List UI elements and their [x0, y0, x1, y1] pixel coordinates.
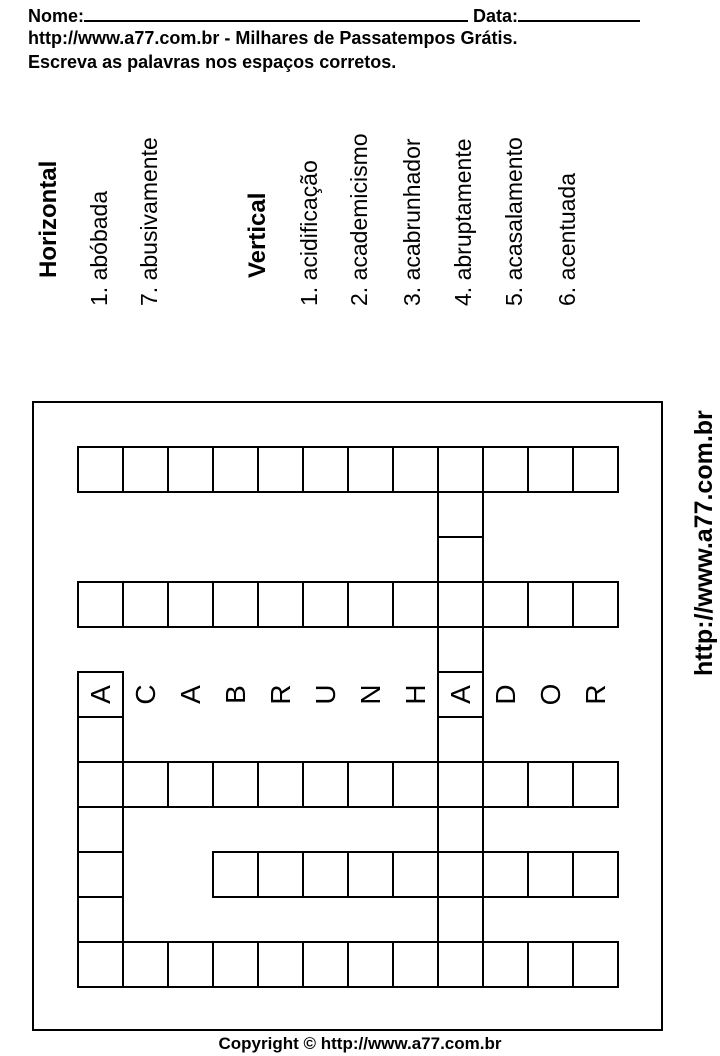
grid-cell[interactable] [302, 446, 349, 493]
vertical-clue: 2. academicismo [346, 133, 372, 306]
grid-cell[interactable] [257, 851, 304, 898]
grid-cell[interactable] [437, 446, 484, 493]
grid-cell[interactable] [302, 941, 349, 988]
grid-cell[interactable] [212, 446, 259, 493]
grid-cell[interactable] [392, 761, 439, 808]
grid-cell[interactable] [482, 761, 529, 808]
grid-cell[interactable] [527, 941, 574, 988]
grid-letter: R [579, 684, 611, 705]
grid-cell[interactable] [527, 851, 574, 898]
grid-cell[interactable] [302, 761, 349, 808]
name-label: Nome: [28, 6, 85, 26]
grid-cell[interactable] [257, 581, 304, 628]
grid-cell[interactable] [437, 581, 484, 628]
grid-letter: B [219, 685, 251, 704]
grid-cell[interactable] [572, 851, 619, 898]
vertical-heading: Vertical [244, 192, 271, 278]
grid-cell[interactable] [392, 851, 439, 898]
grid-cell[interactable] [437, 941, 484, 988]
grid-cell[interactable] [392, 446, 439, 493]
vertical-clue: 3. acabrunhador [399, 138, 425, 306]
grid-letter: R [264, 684, 296, 705]
grid-letter: A [84, 685, 116, 704]
grid-cell[interactable] [437, 851, 484, 898]
grid-cell[interactable] [347, 446, 394, 493]
horizontal-heading: Horizontal [35, 160, 62, 278]
grid-cell[interactable] [527, 446, 574, 493]
grid-cell[interactable] [77, 761, 124, 808]
grid-cell[interactable] [122, 581, 169, 628]
grid-cell[interactable] [482, 581, 529, 628]
grid-cell[interactable] [482, 941, 529, 988]
grid-cell[interactable] [347, 851, 394, 898]
grid-cell[interactable] [437, 626, 484, 673]
grid-cell[interactable] [302, 851, 349, 898]
grid-cell[interactable] [167, 941, 214, 988]
grid-cell[interactable] [212, 581, 259, 628]
grid-cell[interactable] [572, 446, 619, 493]
grid-letter: N [354, 684, 386, 705]
grid-cell[interactable] [212, 851, 259, 898]
grid-cell[interactable] [167, 446, 214, 493]
grid-cell[interactable] [572, 581, 619, 628]
grid-cell[interactable] [77, 851, 124, 898]
grid-cell[interactable] [77, 896, 124, 943]
grid-cell[interactable] [437, 491, 484, 538]
grid-cell[interactable] [77, 806, 124, 853]
grid-cell[interactable] [437, 896, 484, 943]
grid-cell[interactable] [302, 581, 349, 628]
grid-cell[interactable] [77, 581, 124, 628]
grid-cell[interactable] [122, 446, 169, 493]
copyright-footer: Copyright © http://www.a77.com.br [218, 1034, 502, 1053]
grid-cell[interactable] [257, 761, 304, 808]
grid-cell[interactable] [122, 761, 169, 808]
vertical-clue: 5. acasalamento [501, 137, 527, 306]
date-label: Data: [473, 6, 519, 26]
instructions: Escreva as palavras nos espaços corretos. [28, 52, 397, 72]
grid-cell[interactable] [167, 761, 214, 808]
grid-cell[interactable] [527, 581, 574, 628]
grid-cell[interactable] [347, 581, 394, 628]
grid-cell[interactable] [437, 806, 484, 853]
grid-cell[interactable] [392, 581, 439, 628]
grid-cell[interactable] [482, 446, 529, 493]
name-blank [84, 4, 468, 22]
horizontal-clue: 1. abóbada [86, 190, 112, 306]
vertical-clue: 1. acidificação [296, 160, 322, 306]
grid-cell[interactable] [392, 941, 439, 988]
grid-cell[interactable] [572, 941, 619, 988]
grid-cell[interactable] [77, 446, 124, 493]
grid-cell[interactable] [437, 536, 484, 583]
grid-cell[interactable] [77, 716, 124, 763]
grid-cell[interactable] [527, 761, 574, 808]
grid-cell[interactable] [167, 581, 214, 628]
grid-cell[interactable] [437, 716, 484, 763]
grid-cell[interactable] [257, 446, 304, 493]
date-blank [518, 4, 640, 22]
grid-cell[interactable] [482, 851, 529, 898]
vertical-clue: 4. abruptamente [450, 138, 476, 306]
grid-cell[interactable] [212, 761, 259, 808]
grid-cell[interactable] [347, 941, 394, 988]
horizontal-clue: 7. abusivamente [136, 137, 162, 306]
grid-cell[interactable] [437, 761, 484, 808]
grid-cell[interactable] [572, 761, 619, 808]
grid-cell[interactable] [77, 941, 124, 988]
grid-letter: C [129, 684, 161, 705]
grid-letter: A [444, 685, 476, 704]
grid-cell[interactable] [122, 941, 169, 988]
vertical-clue: 6. acentuada [554, 172, 580, 306]
grid-letter: A [174, 685, 206, 704]
grid-letter: H [399, 684, 431, 705]
site-line: http://www.a77.com.br - Milhares de Passatempos Grátis. [28, 28, 518, 48]
grid-letter: D [489, 684, 521, 705]
grid-letter: U [309, 684, 341, 705]
grid-cell[interactable] [347, 761, 394, 808]
name-date-line [28, 4, 640, 26]
grid-letter: O [534, 683, 566, 706]
grid-cell[interactable] [257, 941, 304, 988]
side-url: http://www.a77.com.br [690, 410, 718, 676]
grid-cell[interactable] [212, 941, 259, 988]
